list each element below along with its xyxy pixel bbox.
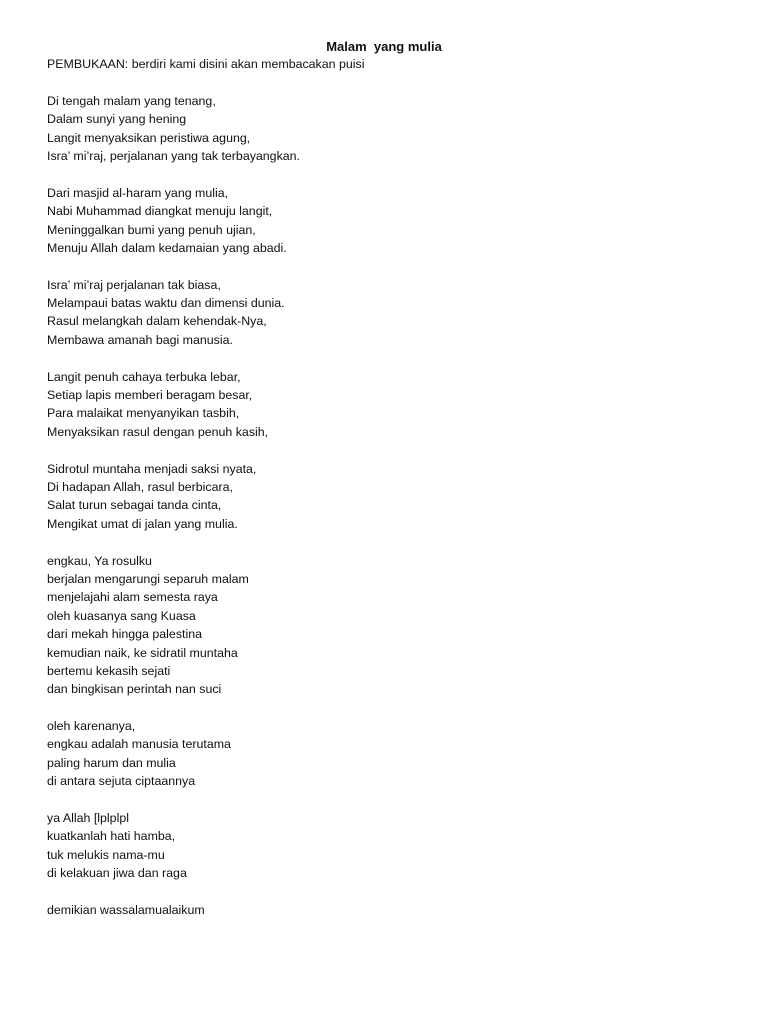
poem-line: kuatkanlah hati hamba,	[47, 829, 176, 844]
poem-line: Membawa amanah bagi manusia.	[47, 332, 233, 347]
poem-line: Dalam sunyi yang hening	[47, 112, 187, 127]
poem-line: demikian wassalamualaikum	[47, 902, 205, 917]
poem-line: Di tengah malam yang tenang,	[47, 93, 216, 108]
poem-stanza	[47, 460, 727, 534]
poem-line: Melampaui batas waktu dan dimensi dunia.	[47, 296, 285, 311]
poem-line: Langit menyaksikan peristiwa agung,	[47, 130, 251, 145]
poem-line: di antara sejuta ciptaannya	[47, 774, 196, 789]
poem-line: Nabi Muhammad diangkat menuju langit,	[47, 204, 273, 219]
poem-line: dari mekah hingga palestina	[47, 627, 202, 642]
poem-line: ya Allah [lplplpl	[47, 811, 129, 826]
poem-stanza	[47, 368, 727, 442]
poem-line: Isra’ mi’raj perjalanan tak biasa,	[47, 277, 221, 292]
poem-line: kemudian naik, ke sidratil muntaha	[47, 645, 238, 660]
poem-stanza	[47, 92, 727, 166]
poem-line: Langit penuh cahaya terbuka lebar,	[47, 369, 241, 384]
opening-line: PEMBUKAAN: berdiri kami disini akan membacakan puisi	[47, 57, 365, 71]
poem-stanza	[47, 901, 727, 919]
poem-line: oleh karenanya,	[47, 719, 136, 734]
document-title: Malam yang mulia	[326, 39, 442, 54]
poem-stanza	[47, 276, 727, 350]
poem-line: Rasul melangkah dalam kehendak-Nya,	[47, 314, 267, 329]
poem-line: Sidrotul muntaha menjadi saksi nyata,	[47, 461, 257, 476]
opening-paragraph	[47, 55, 727, 73]
poem-line: engkau, Ya rosulku	[47, 553, 152, 568]
poem-line: berjalan mengarungi separuh malam	[47, 571, 249, 586]
poem-stanza	[47, 717, 727, 791]
poem-line: oleh kuasanya sang Kuasa	[47, 608, 196, 623]
poem-line: paling harum dan mulia	[47, 755, 176, 770]
poem-line: menjelajahi alam semesta raya	[47, 590, 218, 605]
poem-line: Para malaikat menyanyikan tasbih,	[47, 406, 240, 421]
poem-line: Isra’ mi’raj, perjalanan yang tak terbayangkan.	[47, 148, 300, 163]
poem-line: Menuju Allah dalam kedamaian yang abadi.	[47, 240, 287, 255]
poem-line: Di hadapan Allah, rasul berbicara,	[47, 479, 233, 494]
poem-line: Mengikat umat di jalan yang mulia.	[47, 516, 238, 531]
document-body	[47, 55, 727, 919]
poem-line: tuk melukis nama-mu	[47, 847, 165, 862]
poem-line: engkau adalah manusia terutama	[47, 737, 231, 752]
poem-line: bertemu kekasih sejati	[47, 663, 171, 678]
poem-line: Meninggalkan bumi yang penuh ujian,	[47, 222, 256, 237]
poem-line: di kelakuan jiwa dan raga	[47, 866, 187, 881]
poem-line: Dari masjid al-haram yang mulia,	[47, 185, 229, 200]
poem-stanza	[47, 809, 727, 883]
poem-line: Setiap lapis memberi beragam besar,	[47, 388, 253, 403]
poem-line: Salat turun sebagai tanda cinta,	[47, 498, 222, 513]
poem-line: dan bingkisan perintah nan suci	[47, 682, 222, 697]
poem-stanza	[47, 552, 727, 699]
poem-line: Menyaksikan rasul dengan penuh kasih,	[47, 424, 269, 439]
poem-stanza	[47, 184, 727, 258]
